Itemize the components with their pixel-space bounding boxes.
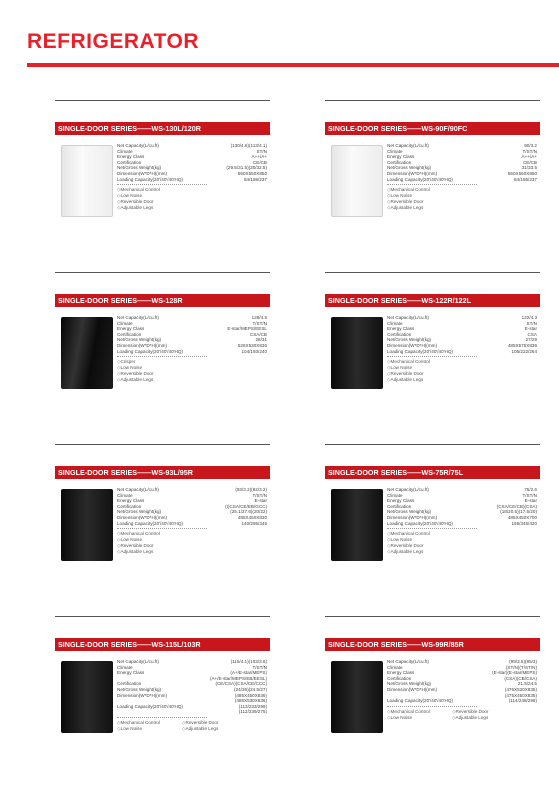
spec-value: CE/CB bbox=[522, 159, 537, 165]
spec-value: 550X550X850 bbox=[237, 170, 267, 176]
spec-value: 90/3.2 bbox=[524, 143, 537, 148]
spec-label: Dimension(W*D*H)(mm) bbox=[387, 686, 438, 692]
series-header: SINGLE-DOOR SERIES——WS-128R bbox=[55, 294, 270, 307]
spec-value: E-star bbox=[254, 498, 267, 504]
card-divider bbox=[325, 444, 540, 445]
spec-row bbox=[387, 177, 537, 183]
spec-label: Dimension(W*D*H)(mm) bbox=[387, 170, 438, 176]
spec-value: 550X560X850 bbox=[507, 170, 537, 176]
spec-label: Climate bbox=[117, 492, 133, 498]
spec-value: 165/345/420 bbox=[511, 520, 537, 526]
spec-label: Loading Capacity(20'/40'/40'HQ) bbox=[387, 176, 453, 182]
feature-item: ◇ Low Noise bbox=[387, 715, 452, 721]
product-card bbox=[55, 444, 270, 614]
spec-value: (CE/CSA)(CSA/CE/CCC) bbox=[215, 681, 267, 687]
feature-item: ◇ Adjustable Legs bbox=[387, 205, 537, 211]
spec-label: Net Capacity(L/cu.ft) bbox=[117, 487, 159, 492]
spec-value: 31/33.5 bbox=[521, 165, 537, 171]
card-divider bbox=[55, 616, 270, 617]
feature-item: ◇ Adjustable Legs bbox=[117, 549, 267, 555]
spec-value: T/ST/N bbox=[252, 320, 267, 326]
product-card bbox=[325, 616, 540, 786]
spec-label: Climate bbox=[387, 320, 403, 326]
spec-list bbox=[387, 315, 537, 383]
spec-label: Net Capacity(L/cu.ft) bbox=[387, 487, 429, 492]
fridge-image bbox=[61, 317, 113, 389]
card-divider bbox=[55, 272, 270, 273]
spec-value: ST/N bbox=[526, 320, 537, 326]
spec-label: Climate bbox=[387, 148, 403, 154]
spec-value: 485X450X700 bbox=[507, 514, 537, 520]
feature-item: ◇ Reversible Door bbox=[387, 199, 537, 205]
feature-item: ◇ Low Noise bbox=[117, 726, 182, 732]
spec-value: (485X450X836) bbox=[234, 692, 267, 698]
spec-label: Net Capacity(L/cu.ft) bbox=[387, 143, 429, 148]
spec-value: (114/248/298) bbox=[508, 698, 537, 704]
feature-list bbox=[387, 709, 517, 721]
series-header: SINGLE-DOOR SERIES——WS-75R/75L bbox=[325, 466, 540, 479]
spec-value: (E-star)(E-star/MEPS) bbox=[492, 670, 537, 676]
fridge-image bbox=[331, 317, 383, 389]
feature-item: ◇ Reversible Door bbox=[182, 720, 247, 726]
spec-value: 84/186/237 bbox=[514, 176, 537, 182]
spec-label: Loading Capacity(20'/40'/40'HQ) bbox=[387, 520, 453, 526]
card-divider bbox=[325, 616, 540, 617]
spec-label: Net/Gross Weight(kg) bbox=[387, 165, 432, 171]
spec-value: (18/20.5)(17.5/20) bbox=[500, 509, 537, 515]
spec-label: Net Capacity(L/cu.ft) bbox=[117, 143, 159, 148]
dotted-divider bbox=[117, 717, 207, 718]
spec-label: Loading Capacity(20'/40'/40'HQ) bbox=[117, 348, 183, 354]
product-card bbox=[325, 444, 540, 614]
spec-value: 140/295/345 bbox=[241, 520, 267, 526]
spec-label: Loading Capacity(20'/40'/40'HQ) bbox=[387, 698, 453, 704]
feature-item: ◇ Crisper bbox=[117, 359, 267, 365]
spec-list bbox=[117, 315, 267, 383]
feature-item: ◇ Adjustable Legs bbox=[117, 377, 267, 383]
spec-label: Certification bbox=[387, 159, 412, 165]
spec-label: Climate bbox=[387, 492, 403, 498]
feature-item: ◇ Reversible Door bbox=[452, 709, 517, 715]
spec-label: Climate bbox=[117, 320, 133, 326]
feature-item: ◇ Reversible Door bbox=[117, 543, 267, 549]
spec-value: (113/233/299) bbox=[238, 703, 267, 709]
spec-value: T/ST/N bbox=[522, 492, 537, 498]
spec-value: T/ST/N bbox=[522, 148, 537, 154]
feature-item: ◇ Reversible Door bbox=[387, 543, 537, 549]
feature-item: ◇ Low Noise bbox=[117, 365, 267, 371]
spec-value: CSA bbox=[527, 331, 537, 337]
spec-label: Certification bbox=[117, 681, 142, 687]
feature-list bbox=[387, 187, 537, 211]
spec-label: Energy Class bbox=[117, 154, 145, 160]
spec-row bbox=[387, 698, 537, 704]
spec-value: (475X450X835) bbox=[504, 692, 537, 698]
spec-label: Net Capacity(L/cu.ft) bbox=[387, 659, 429, 664]
spec-label: Net/Gross Weight(kg) bbox=[387, 509, 432, 515]
spec-label: Net Capacity(L/cu.ft) bbox=[117, 315, 159, 320]
spec-label: Certification bbox=[117, 331, 142, 337]
dotted-divider bbox=[387, 184, 477, 185]
spec-list bbox=[387, 487, 537, 555]
spec-value: 122/4.3 bbox=[521, 315, 537, 320]
spec-value: (CSA)(CB/CSA) bbox=[504, 675, 537, 681]
fridge-image bbox=[61, 661, 113, 733]
dotted-divider bbox=[387, 356, 477, 357]
card-divider bbox=[55, 444, 270, 445]
spec-list bbox=[117, 487, 267, 555]
spec-label: Net Capacity(L/cu.ft) bbox=[117, 659, 159, 664]
spec-label: Net/Gross Weight(kg) bbox=[387, 681, 432, 687]
feature-item: ◇ Reversible Door bbox=[387, 371, 537, 377]
spec-label: Dimension(W*D*H)(mm) bbox=[387, 342, 438, 348]
spec-label: Net/Gross Weight(kg) bbox=[117, 337, 162, 343]
feature-item: ◇ Low Noise bbox=[387, 193, 537, 199]
spec-value: 84/186/237 bbox=[244, 176, 267, 182]
spec-label: Energy Class bbox=[387, 154, 415, 160]
spec-label: Energy Class bbox=[387, 326, 415, 332]
spec-value: CSA/CB bbox=[249, 331, 267, 337]
spec-value: (99/3.5)(85/3) bbox=[509, 659, 537, 664]
dotted-divider bbox=[387, 706, 477, 707]
spec-label: Net/Gross Weight(kg) bbox=[117, 509, 162, 515]
spec-value: 104/193/240 bbox=[241, 348, 267, 354]
feature-item: ◇ Adjustable Legs bbox=[387, 377, 537, 383]
spec-value: (29.5/31.5)(30/32.5) bbox=[226, 165, 267, 171]
spec-row bbox=[117, 709, 267, 715]
spec-value: 526X530X836 bbox=[237, 342, 267, 348]
feature-item: ◇ Mechanical Control bbox=[387, 709, 452, 715]
series-header: SINGLE-DOOR SERIES——WS-122R/122L bbox=[325, 294, 540, 307]
spec-value: E-star bbox=[524, 326, 537, 332]
spec-row bbox=[117, 349, 267, 355]
feature-item: ◇ Low Noise bbox=[387, 365, 537, 371]
spec-value: (115/4.1)(103/3.6) bbox=[230, 659, 267, 664]
spec-label: Climate bbox=[387, 664, 403, 670]
feature-list bbox=[387, 359, 537, 383]
spec-value: CE/CB bbox=[252, 159, 267, 165]
feature-list bbox=[117, 531, 267, 555]
spec-label: Certification bbox=[387, 331, 412, 337]
fridge-image bbox=[331, 145, 383, 217]
spec-label: Climate bbox=[117, 148, 133, 154]
spec-value: A++/A+ bbox=[251, 154, 267, 160]
spec-value: 28/31 bbox=[255, 337, 267, 343]
page-title: REFRIGERATOR bbox=[27, 30, 200, 53]
product-card bbox=[55, 616, 270, 786]
feature-item: ◇ Reversible Door bbox=[117, 199, 267, 205]
feature-item: ◇ Mechanical Control bbox=[387, 531, 537, 537]
series-header: SINGLE-DOOR SERIES——WS-93L/95R bbox=[55, 466, 270, 479]
spec-value: (I)CSA/CE/EB/GCC) bbox=[225, 503, 267, 509]
feature-list bbox=[117, 359, 267, 383]
feature-item: ◇ Mechanical Control bbox=[387, 359, 537, 365]
spec-label: Energy Class bbox=[117, 498, 145, 504]
spec-label: Energy Class bbox=[387, 670, 415, 676]
spec-label: Net/Gross Weight(kg) bbox=[387, 337, 432, 343]
title-rule bbox=[27, 63, 559, 67]
spec-list bbox=[387, 659, 537, 721]
spec-value: T/ST/N bbox=[252, 492, 267, 498]
spec-value: (93/3.2)(82/3.2) bbox=[235, 487, 267, 492]
product-card bbox=[55, 100, 270, 270]
spec-value: ST/N bbox=[256, 148, 267, 154]
spec-list bbox=[117, 659, 267, 732]
spec-value: 105/222/264 bbox=[511, 348, 537, 354]
spec-value: T/ST/N bbox=[252, 664, 267, 670]
spec-list bbox=[387, 143, 537, 211]
spec-value: 21.5/24.5 bbox=[517, 681, 537, 687]
feature-list bbox=[387, 531, 537, 555]
dotted-divider bbox=[117, 356, 207, 357]
spec-row bbox=[387, 349, 537, 355]
spec-label: Net Capacity(L/cu.ft) bbox=[387, 315, 429, 320]
spec-value: (25.1/27.6)(20/22) bbox=[230, 509, 267, 515]
spec-value: (112/239/275) bbox=[238, 709, 267, 715]
dotted-divider bbox=[117, 184, 207, 185]
spec-label: Dimension(W*D*H)(mm) bbox=[117, 342, 168, 348]
feature-item: ◇ Mechanical Control bbox=[117, 187, 267, 193]
feature-item: ◇ Low Noise bbox=[387, 537, 537, 543]
feature-item: ◇ Low Noise bbox=[117, 193, 267, 199]
spec-value: (485X530X836) bbox=[234, 698, 267, 704]
spec-label: Dimension(W*D*H)(mm) bbox=[117, 692, 168, 698]
dotted-divider bbox=[117, 528, 207, 529]
feature-item: ◇ Mechanical Control bbox=[117, 720, 182, 726]
spec-value: 485X575X836 bbox=[507, 342, 537, 348]
card-divider bbox=[55, 100, 270, 101]
spec-label: Loading Capacity(20'/40'/40'HQ) bbox=[117, 176, 183, 182]
spec-label: Energy Class bbox=[387, 498, 415, 504]
feature-list bbox=[117, 187, 267, 211]
series-header: SINGLE-DOOR SERIES——WS-115L/103R bbox=[55, 638, 270, 651]
spec-label: Certification bbox=[387, 675, 412, 681]
spec-value: (CSA/CE/CB)(CSA) bbox=[496, 503, 537, 509]
spec-label: Climate bbox=[117, 664, 133, 670]
fridge-image bbox=[61, 489, 113, 561]
product-card bbox=[325, 272, 540, 442]
spec-value: (130/4.6)(113/4.1) bbox=[230, 143, 267, 148]
spec-value: 27/29 bbox=[525, 337, 537, 343]
spec-label: Loading Capacity(20'/40'/40'HQ) bbox=[117, 520, 183, 526]
spec-value: (A+/E-star/MEPS/EB/EESL) bbox=[209, 675, 267, 681]
spec-label: Loading Capacity(20'/40'/40'HQ) bbox=[387, 348, 453, 354]
spec-label: Loading Capacity(20'/40'/40'HQ) bbox=[117, 703, 183, 709]
spec-label: Net/Gross Weight(kg) bbox=[117, 165, 162, 171]
spec-label: Dimension(W*D*H)(mm) bbox=[117, 514, 168, 520]
spec-row bbox=[117, 521, 267, 527]
series-header: SINGLE-DOOR SERIES——WS-99R/85R bbox=[325, 638, 540, 651]
card-divider bbox=[325, 100, 540, 101]
spec-label: Certification bbox=[117, 503, 142, 509]
spec-value: E-star/MEPS/EESL bbox=[227, 326, 267, 332]
fridge-image bbox=[331, 661, 383, 733]
dotted-divider bbox=[387, 528, 477, 529]
feature-item: ◇ Adjustable Legs bbox=[387, 549, 537, 555]
spec-label: Dimension(W*D*H)(mm) bbox=[387, 514, 438, 520]
series-header: SINGLE-DOOR SERIES——WS-90F/90FC bbox=[325, 122, 540, 135]
spec-value: A++/A+ bbox=[521, 154, 537, 160]
feature-item: ◇ Mechanical Control bbox=[387, 187, 537, 193]
spec-label: Dimension(W*D*H)(mm) bbox=[117, 170, 168, 176]
feature-item: ◇ Adjustable Legs bbox=[117, 205, 267, 211]
spec-value: 485X450X830 bbox=[237, 514, 267, 520]
spec-row bbox=[117, 177, 267, 183]
spec-label: Energy Class bbox=[117, 670, 145, 676]
spec-value: (475X520X835) bbox=[504, 686, 537, 692]
spec-label: Certification bbox=[117, 159, 142, 165]
spec-value: E-star bbox=[524, 498, 537, 504]
fridge-image bbox=[331, 489, 383, 561]
feature-item: ◇ Adjustable Legs bbox=[182, 726, 247, 732]
spec-value: (A+/E-star/MEPS) bbox=[230, 670, 267, 676]
spec-label: Certification bbox=[387, 503, 412, 509]
feature-item: ◇ Adjustable Legs bbox=[452, 715, 517, 721]
product-card bbox=[325, 100, 540, 270]
product-card bbox=[55, 272, 270, 442]
spec-value: 75/2.6 bbox=[524, 487, 537, 492]
spec-label: Net/Gross Weight(kg) bbox=[117, 686, 162, 692]
spec-label: Energy Class bbox=[117, 326, 145, 332]
feature-list bbox=[117, 720, 247, 732]
spec-value: 128/4.5 bbox=[251, 315, 267, 320]
series-header: SINGLE-DOOR SERIES——WS-130L/120R bbox=[55, 122, 270, 135]
spec-row bbox=[387, 521, 537, 527]
spec-list bbox=[117, 143, 267, 211]
feature-item: ◇ Low Noise bbox=[117, 537, 267, 543]
feature-item: ◇ Reversible Door bbox=[117, 371, 267, 377]
feature-item: ◇ Mechanical Control bbox=[117, 531, 267, 537]
card-divider bbox=[325, 272, 540, 273]
spec-value: (ST/N)(T/ST/N) bbox=[505, 664, 537, 670]
fridge-image bbox=[61, 145, 113, 217]
spec-value: (24/26)(24.5/27) bbox=[234, 686, 267, 692]
